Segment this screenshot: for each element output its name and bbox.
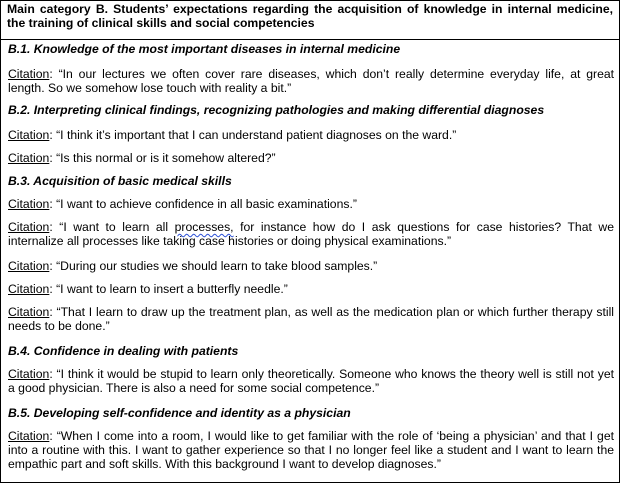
citation-b3-3: Citation: “During our studies we should learn to take blood samples.” — [8, 259, 378, 273]
subcategory-heading-b5: B.5. Developing self-confidence and identity as a physician — [8, 406, 351, 420]
citation-b3-5: Citation: “That I learn to draw up the treatment plan, as well as the medication plan or which further therapy still needs to be done.” — [8, 305, 614, 333]
citation-b4-1: Citation: “I think it would be stupid to learn only theoretically. Someone who knows the theory well is still not yet a good physician. There is also a need for some social competence.” — [8, 367, 614, 395]
citation-label: Citation — [8, 429, 50, 443]
citation-text-start: “I want to learn all — [59, 220, 175, 234]
citation-label: Citation — [8, 259, 50, 273]
subcategory-heading-b4: B.4. Confidence in dealing with patients — [8, 344, 239, 358]
citation-text: “I want to achieve confidence in all basic examinations.” — [56, 197, 357, 211]
citation-label: Citation — [8, 151, 50, 165]
citation-label: Citation — [8, 128, 50, 142]
citation-label: Citation — [8, 305, 50, 319]
citation-label: Citation — [8, 197, 50, 211]
citation-b5-1: Citation: “When I come into a room, I would like to get familiar with the role of ‘being a physician’ and that I get into a routine with this. I want to gather experience so that I no longer feel like a student and I want to learn the empathic part and soft skills. With this background I want to develop diagnoses.” — [8, 429, 614, 471]
citation-text: “I think it’s important that I can understand patient diagnoses on the ward.” — [56, 128, 457, 142]
table-header-cell — [1, 1, 619, 40]
citation-text: “Is this normal or is it somehow altered?” — [56, 151, 276, 165]
citation-text-end: for instance how do I ask questions for case histories? That we internalize all processes like taking case histories or doing physical examinations.” — [8, 220, 614, 248]
main-category-title: Main category B. Students’ expectations regarding the acquisition of knowledge in internal medicine, the training of clinical skills and social competencies — [7, 2, 613, 30]
spellcheck-marked-word: processes, — [174, 220, 234, 234]
citation-b2-1: Citation: “I think it’s important that I can understand patient diagnoses on the ward.” — [8, 128, 457, 142]
citation-text: “During our studies we should learn to take blood samples.” — [56, 259, 378, 273]
citation-b3-4: Citation: “I want to learn to insert a butterfly needle.” — [8, 282, 288, 296]
subcategory-heading-b1: B.1. Knowledge of the most important diseases in internal medicine — [8, 42, 401, 56]
citation-b3-2: Citation: “I want to learn all processes, for instance how do I ask questions for case histories? That we internalize all processes like taking case histories or doing physical examinations.” — [8, 220, 614, 248]
citation-text: “That I learn to draw up the treatment plan, as well as the medication plan or which further therapy still needs to be done.” — [8, 305, 614, 333]
citation-label: Citation — [8, 220, 50, 234]
citation-label: Citation — [8, 282, 50, 296]
citation-label: Citation — [8, 67, 50, 81]
citation-text: “In our lectures we often cover rare diseases, which don’t really determine everyday life, at great length. So we somehow lose touch with reality a bit.” — [8, 67, 615, 95]
citation-text: “I think it would be stupid to learn only theoretically. Someone who knows the theory well is still not yet a good physician. There is also a need for some social competence.” — [8, 367, 614, 395]
subcategory-heading-b3: B.3. Acquisition of basic medical skills — [8, 174, 232, 188]
citation-text: “I want to learn to insert a butterfly needle.” — [56, 282, 288, 296]
subcategory-heading-b2: B.2. Interpreting clinical findings, recognizing pathologies and making differential diagnoses — [8, 103, 545, 117]
citation-label: Citation — [8, 367, 50, 381]
citation-text: “When I come into a room, I would like to get familiar with the role of ‘being a physician’ and that I get into a routine with this. I want to gather experience so that I no longer feel like a student and I want to learn the empathic part and soft skills. With this background I want to develop diagnoses.” — [8, 429, 614, 471]
citation-b3-1: Citation: “I want to achieve confidence in all basic examinations.” — [8, 197, 357, 211]
citation-b1-1: Citation: “In our lectures we often cover rare diseases, which don’t really determine everyday life, at great length. So we somehow lose touch with reality a bit.” — [8, 67, 615, 95]
citation-b2-2: Citation: “Is this normal or is it somehow altered?” — [8, 151, 276, 165]
